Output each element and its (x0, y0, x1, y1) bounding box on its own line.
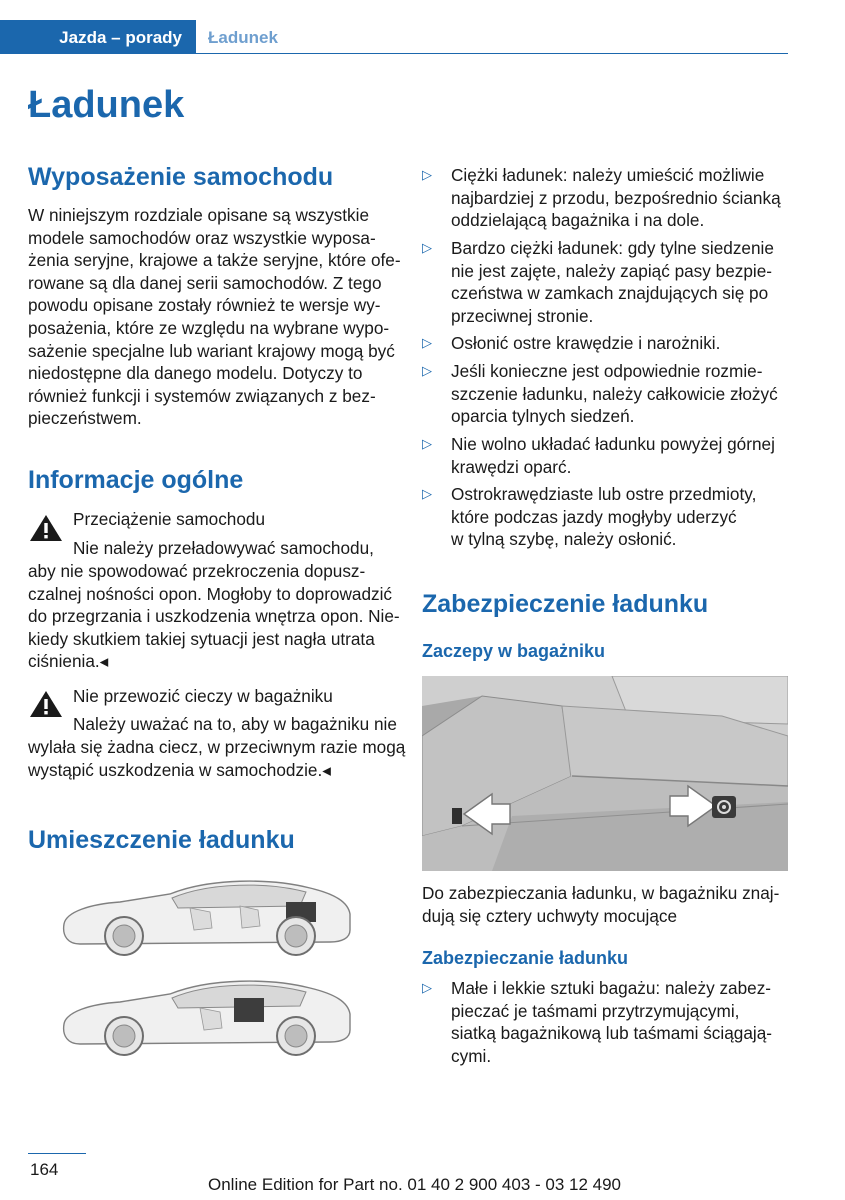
bullet-triangle-icon: ▷ (422, 363, 432, 378)
warning-triangle-icon (28, 689, 64, 719)
subheading-anchors: Zaczepy w bagażniku (422, 641, 606, 661)
car-loading-illustration (60, 872, 360, 1072)
edition-note: Online Edition for Part no. 01 40 2 900 403 - 03 12 490 (208, 1175, 622, 1194)
car-bottom (64, 981, 350, 1055)
car-top (64, 881, 350, 955)
page-number: 164 (30, 1160, 59, 1179)
warning-text-liquids-first: Należy uważać na to, aby w bagażniku nie (73, 714, 397, 734)
trunk-anchor-photo (422, 676, 788, 871)
photo-caption: Do zabezpieczania ładunku, w bagażniku znaj‐ dują się cztery uchwyty mocujące (422, 883, 780, 926)
section-title: Jazda – porady (59, 28, 182, 47)
heading-securing: Zabezpieczenie ładunku (422, 590, 709, 618)
footer-rule (28, 1153, 86, 1154)
paragraph-equipment: W niniejszym rozdziale opisane są wszystkie modele samochodów oraz wszystkie wyposa‐ żenia seryjne, krajowe a także seryjne, które ofe‐ rowane są dla danej serii samochodów. Z tego powodu opisane zostały również te wersje wy‐ posażenia, które ze względu na wybrane wypo‐ sażenie specjalne lub wariant krajowy mogą być niedostępne dla danego modelu. Dotyczy to również funkcji i systemów związanych z bez‐ pieczeństwem. (28, 205, 401, 429)
bullet-triangle-icon: ▷ (422, 335, 432, 350)
heading-general-info: Informacje ogólne (28, 466, 244, 494)
heading-equipment: Wyposażenie samochodu (28, 163, 334, 191)
heading-placement: Umieszczenie ładunku (28, 826, 295, 854)
section-tab (0, 20, 196, 54)
warning-text-liquids: wylała się żadna ciecz, w przeciwnym razie mogą wystąpić uszkodzenia w samochodzie.◂ (28, 737, 406, 780)
subsection-title: Ładunek (208, 28, 278, 47)
warning-text-overload-first: Nie należy przeładowywać samochodu, (73, 538, 374, 558)
subheading-securing: Zabezpieczanie ładunku (422, 948, 629, 968)
warning-title-overload: Przeciążenie samochodu (73, 509, 266, 529)
bullet-triangle-icon: ▷ (422, 436, 432, 451)
bullet-triangle-icon: ▷ (422, 167, 432, 182)
warning-title-liquids: Nie przewozić cieczy w bagażniku (73, 686, 333, 706)
warning-triangle-icon (28, 513, 64, 543)
page-title: Ładunek (28, 84, 185, 126)
header-rule (196, 53, 788, 54)
bullet-triangle-icon: ▷ (422, 980, 432, 995)
bullet-triangle-icon: ▷ (422, 486, 432, 501)
warning-text-overload: aby nie spowodować przekroczenia dopusz‐ czalnej nośności opon. Mogłoby to doprowadzić do przegrzania i uszkodzenia wnętrza opon. Nie‐ kiedy skutkiem takiej sytuacji jest nagła utrata ciśnienia.◂ (28, 561, 400, 672)
bullet-triangle-icon: ▷ (422, 240, 432, 255)
